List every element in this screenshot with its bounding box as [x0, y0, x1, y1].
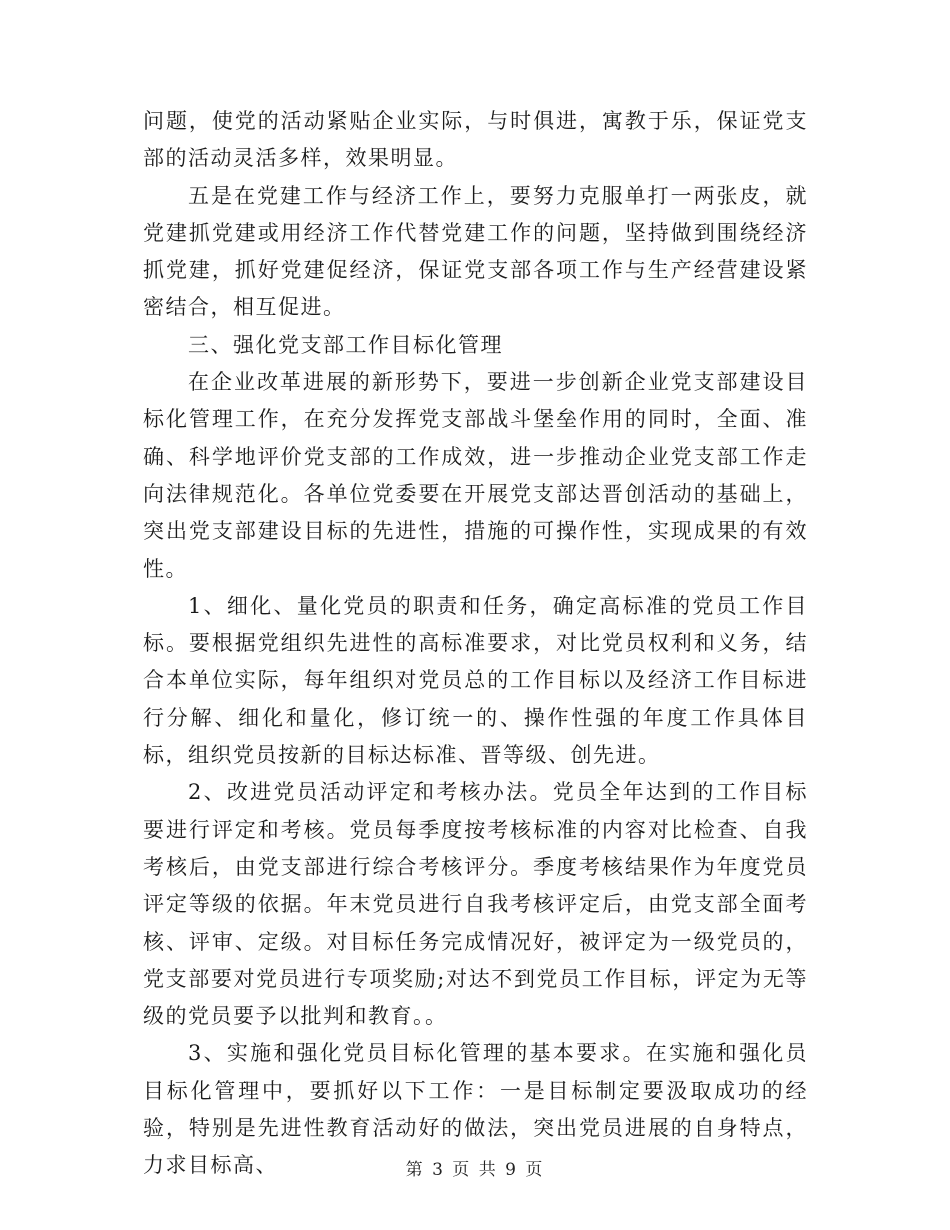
section-heading: 三、强化党支部工作目标化管理 [188, 332, 503, 357]
paragraph: 在企业改革进展的新形势下，要进一步创新企业党支部建设目标化管理工作，在充分发挥党支部战斗堡垒作用的同时，全面、准确、科学地评价党支部的工作成效，进一步推动企业党支部工作走向法律规范化。各单位党委要在开展党支部达晋创活动的基础上，突出党支部建设目标的先进性，措施的可操作性，实现成果的有效性。 [143, 370, 808, 581]
paragraph: 3、实施和强化党员目标化管理的基本要求。在实施和强化员目标化管理中，要抓好以下工作：一是目标制定要汲取成功的经验，特别是先进性教育活动好的做法，突出党员进展的自身特点，力求目标高、 [143, 1041, 808, 1178]
page-number-footer: 第 3 页 共 9 页 [405, 1160, 545, 1180]
paragraph: 2、改进党员活动评定和考核办法。党员全年达到的工作目标要进行评定和考核。党员每季度按考核标准的内容对比检查、自我考核后，由党支部进行综合考核评分。季度考核结果作为年度党员评定等级的依据。年末党员进行自我考核评定后，由党支部全面考核、评审、定级。对目标任务完成情况好，被评定为一级党员的，党支部要对党员进行专项奖励;对达不到党员工作目标，评定为无等级的党员要予以批判和教育。。 [143, 780, 808, 1029]
paragraph: 问题，使党的活动紧贴企业实际，与时俱进，寓教于乐，保证党支部的活动灵活多样，效果明显。 [143, 109, 808, 171]
paragraph: 五是在党建工作与经济工作上，要努力克服单打一两张皮，就党建抓党建或用经济工作代替党建工作的问题，坚持做到围绕经济抓党建，抓好党建促经济，保证党支部各项工作与生产经营建设紧密结合，相互促进。 [143, 183, 808, 320]
document-body [143, 103, 808, 1185]
paragraph: 1、细化、量化党员的职责和任务，确定高标准的党员工作目标。要根据党组织先进性的高标准要求，对比党员权利和义务，结合本单位实际，每年组织对党员总的工作目标以及经济工作目标进行分解、细化和量化，修订统一的、操作性强的年度工作具体目标，组织党员按新的目标达标准、晋等级、创先进。 [143, 593, 808, 768]
